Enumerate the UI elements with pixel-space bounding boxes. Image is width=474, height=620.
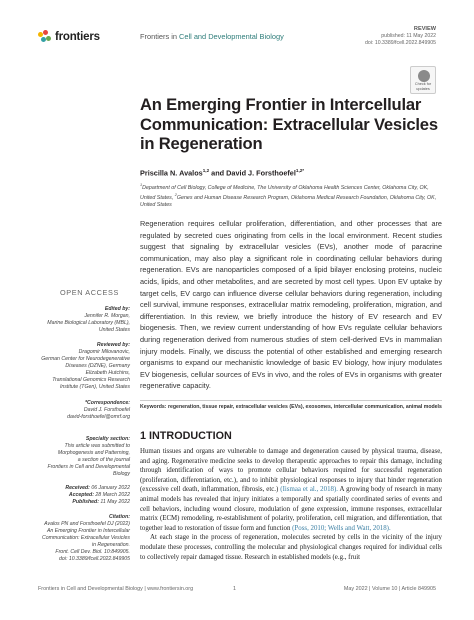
editor-line: Marine Biological Laboratory (MBL), [47, 320, 130, 326]
author-1-affil: 1,2 [202, 168, 210, 173]
footer-volume: May 2022 | Volume 10 | Article 849905 [343, 586, 436, 592]
correspondence-name: David J. Forsthoefel [83, 407, 130, 413]
footer-journal[interactable]: Frontiers in Cell and Developmental Biology | www.frontiersin.org [38, 586, 194, 592]
frontiers-logo-icon [38, 30, 52, 44]
citation-doi[interactable]: doi: 10.3389/fcell.2022.849905 [59, 556, 130, 562]
correspondence-label: *Correspondence: [85, 400, 130, 406]
reviewer-line: Diseases (DZNE), Germany [65, 363, 130, 369]
logo-text: frontiers [55, 31, 100, 43]
received-label: Received: [65, 485, 90, 491]
citation-line: in Regeneration. [91, 542, 130, 548]
journal-prefix: Frontiers in [140, 32, 177, 41]
author-2[interactable]: and David J. Forsthoefel [209, 168, 296, 178]
accepted-label: Accepted: [68, 492, 94, 498]
journal-name: Cell and Developmental Biology [179, 32, 284, 41]
citation-block [30, 514, 130, 563]
specialty-line: a section of the journal [77, 457, 130, 463]
open-access-badge: OPEN ACCESS [60, 288, 119, 297]
affiliation-1: Department of Cell Biology, College of Medicine, The University of Oklahoma Health Sciences Center, Oklahoma City, OK, United States, [140, 184, 429, 201]
doi[interactable]: doi: 10.3389/fcell.2022.849905 [365, 40, 436, 46]
citation-line: Avalos PN and Forsthoefel DJ (2022) [44, 521, 130, 527]
accepted-date: 28 March 2022 [95, 492, 130, 498]
editor-line: United States [98, 327, 130, 333]
correspondence-email[interactable]: david-forsthoefel@omrf.org [67, 414, 130, 420]
edited-by-label: Edited by: [104, 306, 130, 312]
reviewer-line: Elizabeth Hutchins, [85, 370, 130, 376]
citation-line: Front. Cell Dev. Biol. 10:849905. [55, 549, 130, 555]
specialty-line: Morphogenesis and Patterning, [57, 450, 130, 456]
article-meta [365, 26, 436, 47]
received-date: 06 January 2022 [91, 485, 130, 491]
keywords-list: regeneration, tissue repair, extracellular vesicles (EVs), exosomes, intercellular communication, animal models [167, 404, 442, 410]
citation-link[interactable]: (Poss, 2010; Wells and Watt, 2018). [292, 524, 391, 532]
specialty-line: Frontiers in Cell and Developmental [47, 464, 130, 470]
check-updates-label: Check for updates [414, 82, 432, 91]
reviewer-line: Dragomir Milovanovic, [78, 349, 130, 355]
citation-line: Communication: Extracellular Vesicles [41, 535, 130, 541]
keywords [140, 404, 442, 411]
page-header [38, 26, 436, 91]
abstract: Regeneration requires cellular proliferation, differentiation, and other processes that are regulated by secreted cues originating from cells in the local environment. Recent studies suggest that signaling by extracellular vesicles (EVs), another mode of paracrine communication, may also play a significant role in coordinating cellular behaviors during regeneration. EVs are nanoparticles composed of a lipid bilayer enclosing proteins, nucleic acids, lipids, and other metabolites, and are secreted by most cell types. Upon EV uptake by target cells, EV cargo can influence diverse cellular behaviors during regeneration, including cell survival, immune responses, extracellular matrix remodeling, proliferation, migration, and differentiation. In this review, we briefly introduce the history of EV research and EV biogenesis. Then, we review current understanding of how EVs regulate cellular behaviors during regeneration derived from numerous studies of stem cell-derived EVs in mammalian injury models. Finally, we discuss the potential of other established and emerging research organisms to expand our mechanistic knowledge of basic EV biology, how injury modulates EV biogenesis, cellular sources of EVs in vivo, and the roles of EVs in organisms with greater regenerative capacity. [140, 218, 442, 401]
keywords-label: Keywords: [140, 404, 167, 410]
author-2-affil: 1,2 [295, 168, 303, 173]
correspondence-block [30, 400, 130, 421]
intro-paragraph-1: Human tissues and organs are vulnerable to damage and degeneration caused by physical trauma, disease, and aging. Regenerative medicine seeks to develop therapeutic approaches to repair this damage, including through identification of ways to promote cellular behaviors required for successful regeneration (proliferation, differentiation, etc.), and to inhibit physiological responses to injury that hinder regeneration (excessive cell death, inflammation, fibrosis, etc.) (Iismaa et al., 2018). A growing body of research in many animal models has revealed that injury initiates a temporally and spatially coordinated series of events and cell behaviors, including wound closure, modulation of gene expression, immune responses, extracellular matrix (ECM) remodeling, re-establishment of polarity, proliferation, cell migration, and differentiation, that together lead to restoration of tissue form and function (Poss, 2010; Wells and Watt, 2018). [140, 448, 442, 532]
article-title: An Emerging Frontier in Intercellular Communication: Extracellular Vesicles in Regeneration [140, 95, 438, 154]
citation-line: An Emerging Frontier in Intercellular [46, 528, 130, 534]
citation-link[interactable]: (Iismaa et al., 2018). [280, 486, 338, 494]
specialty-line: This article was submitted to [64, 443, 130, 449]
reviewed-by-label: Reviewed by: [96, 342, 130, 348]
article-type: REVIEW [413, 26, 436, 32]
reviewer-line: Translational Genomics Research [52, 377, 130, 383]
page-number: 1 [233, 586, 236, 592]
specialty-section-block [30, 436, 130, 478]
specialty-label: Specialty section: [85, 436, 130, 442]
corresponding-marker: * [302, 168, 305, 173]
published-date-sidebar: 11 May 2022 [100, 499, 130, 505]
affiliation-1-marker: 1 [140, 183, 143, 187]
reviewer-line: German Center for Neurodegenerative [41, 356, 130, 362]
edited-by-block [30, 306, 130, 334]
affiliation-2: Genes and Human Disease Research Program, Oklahoma Medical Research Foundation, Oklahoma City, OK, United States [140, 194, 437, 208]
editor-line: Jennifer R. Morgan, [84, 313, 130, 319]
published-date: published: 11 May 2022 [381, 33, 436, 39]
frontiers-logo[interactable] [38, 30, 100, 44]
reviewed-by-block [30, 342, 130, 391]
reviewer-line: Institute (TGen), United States [59, 384, 130, 390]
specialty-line: Biology [112, 471, 130, 477]
intro-paragraph-2: At each stage in the process of regeneration, molecules secreted by cells in the vicinity of the injury modulate these processes, controlling the molecular and physiological changes required for individual cells to collectively repair damaged tissue. Research in established models (e.g., fruit [140, 534, 442, 561]
author-1[interactable]: Priscilla N. Avalos [140, 168, 203, 178]
check-for-updates-button[interactable] [410, 66, 436, 94]
authors [140, 168, 304, 177]
citation-label: Citation: [108, 514, 130, 520]
dates-block [30, 485, 130, 506]
section-title-introduction: 1 INTRODUCTION [140, 430, 232, 442]
check-updates-icon [418, 70, 430, 82]
journal-link[interactable] [140, 32, 284, 41]
affiliation-2-marker: 2 [174, 192, 177, 197]
affiliations [140, 182, 440, 210]
introduction-body [140, 447, 442, 562]
published-label: Published: [72, 499, 99, 505]
